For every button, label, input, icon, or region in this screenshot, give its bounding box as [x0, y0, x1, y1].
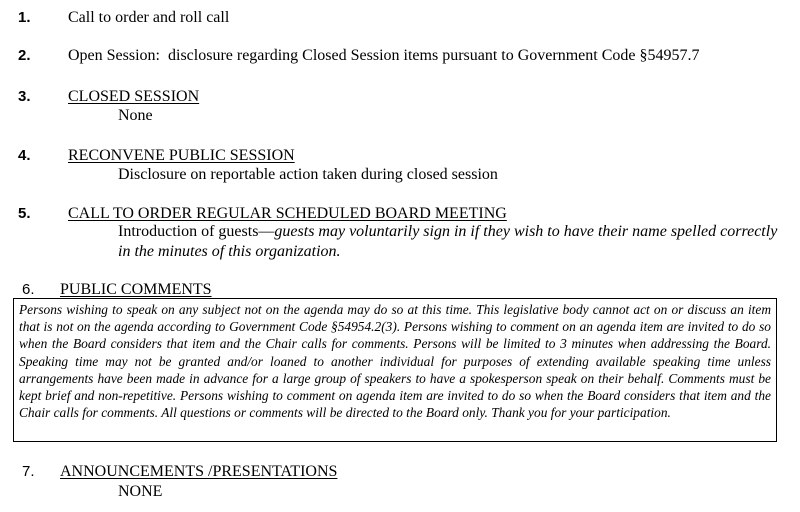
item-2-description: disclosure regarding Closed Session items pursuant to Government Code §54957.7 [168, 47, 700, 64]
item-5-body: Introduction of guests—guests may voluntarily sign in if they wish to have their name spelled correctly in the minutes of this organization. [118, 223, 778, 260]
public-comment-notice-box [13, 298, 777, 442]
item-4-title: RECONVENE PUBLIC SESSION [68, 147, 295, 164]
item-6-title: PUBLIC COMMENTS [60, 281, 212, 298]
item-5-number: 5. [18, 205, 31, 222]
item-3-body: None [118, 107, 153, 124]
item-5-body-intro: Introduction of guests [118, 223, 259, 240]
item-2-title: Open Session: [68, 47, 160, 64]
item-7-body: NONE [118, 483, 163, 500]
item-6-number: 6. [22, 281, 35, 298]
item-1-title: Call to order and roll call [68, 9, 230, 26]
public-comment-notice-text: Persons wishing to speak on any subject not on the agenda may do so at this time. This legislative body cannot act on or discuss an item that is not on the agenda according to Government Code §54954.2(3). Persons wishing to comment on an agenda item are invited to do so when the Board considers that item and the Chair calls for comments. Persons will be limited to 3 minutes when addressing the Board. Speaking time may not be granted and/or loaned to another individual for purposes of extending available speaking time unless arrangements have been made in advance for a large group of speakers to have a spokesperson speak on their behalf. Comments must be kept brief and non-repetitive. Persons wishing to comment on agenda item are invited to do so when the Board considers that item and the Chair calls for comments. All questions or comments will be directed to the Board only. Thank you for your participation. [19, 302, 771, 421]
item-1-number: 1. [18, 9, 31, 26]
item-7-title: ANNOUNCEMENTS /PRESENTATIONS [60, 463, 338, 480]
item-2-number: 2. [18, 47, 31, 64]
item-4-number: 4. [18, 147, 31, 164]
item-7-number: 7. [22, 463, 35, 480]
item-5-title: CALL TO ORDER REGULAR SCHEDULED BOARD MEETING [68, 205, 507, 222]
item-3-title: CLOSED SESSION [68, 88, 200, 105]
item-4-body: Disclosure on reportable action taken during closed session [118, 166, 498, 183]
item-2-heading [68, 46, 699, 65]
item-5-body-italic: guests may voluntarily sign in if they wish to have their name spelled correctly in the minutes of this organization. [118, 223, 778, 260]
item-3-number: 3. [18, 88, 31, 105]
